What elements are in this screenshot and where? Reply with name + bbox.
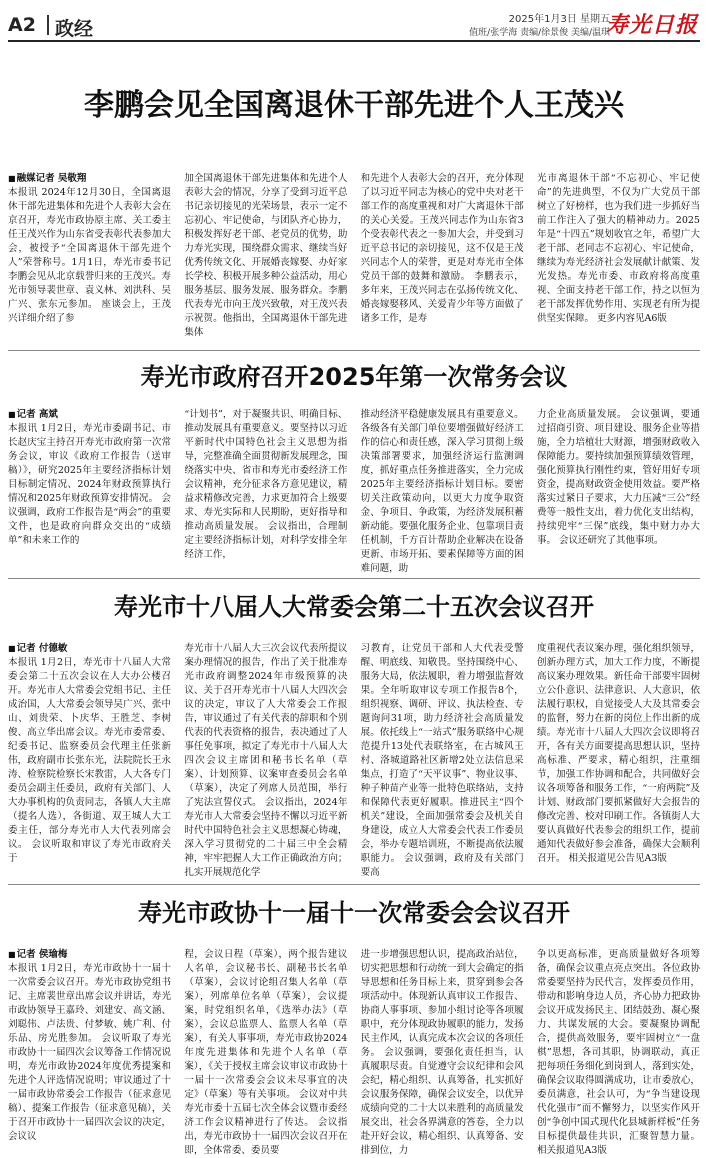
- column-text: 本报讯 2024年12月30日，全国离退休干部先进集体和先进个人表彰大会在京召开，寿光市政协原主席、关工委主任王茂兴作为山东省受表彰代表参加大会，被授予“全国离退休干部先进个人”荣誉称号。1月1日，寿光市委书记李鹏会见从北京载誉归来的王茂兴。寿光市领导裴世章、袁义林、刘洪科、吴广兴、张东元参加。 座谈会上，王茂兴详细介绍了参: [8, 187, 171, 324]
- column-text: 本报讯 1月2日，寿光市十八届人大常委会第二十五次会议在人大办公楼召开。寿光市人大常委会党组书记、主任成治国，人大常委会领导吴广兴、张中山、刘贵荣、卜庆华、王胜芝、李树俊、高立华出席会议。寿光市委常委、纪委书记、监察委员会代理主任张新伟，政府副市长张东光，法院院长王永涛、检察院检察长宋教雷，人大各专门委员会副主任委员，政府有关部门、人大办事机构的负责同志，各镇人大主席（提名人选），各街道、双王城人大工委主任，部分寿光市人大代表列席会议。 会议听取和审议了寿光市政府关于: [8, 657, 171, 864]
- article-column: [361, 172, 524, 342]
- column-text: 程，会议日程（草案），两个报告建议人名单，会议秘书长、副秘书长名单（草案），会议讨论组召集人名单（草案），列席单位名单（草案），会议提案，时党组织名单，《选举办法》（草案），会议总监票人、监票人名单（草案），有关人事事项，寿光市政协2024年度先进集体和先进个人名单（草案），《关于授权主席会议审议市政协十一届十一次常委会会议未尽事宜的决定》（草案）等有关事项。 会议对中共寿光市委十五届七次全体会议暨市委经济工作会议精神进行了传达。 会议指出，寿光市政协十一届四次会议召开在即，全体常委、委员要: [184, 949, 348, 1156]
- article-divider: [8, 350, 700, 351]
- column-text: 争以更高标准，更高质量做好各项筹备，确保会议重点亮点突出。各位政协常委要坚持为民代言，发挥委员作用，带动和影响身边人员，齐心协力把政协会议开成发扬民主、团结鼓劲、凝心聚力、共谋发展的大会。要凝聚协调配合，提供高效服务，要牢固树立“一盘棋”思想，各司其职，协调联动，真正把每项任务细化到岗到人，落到实处，确保会议取得圆满成功，让市委放心，委员满意，社会认可，为“争当建设现代化强市”而不懈努力，以坚实作风开创“争创中国式现代化县城新样板”任务目标提供最佳共识，汇聚智慧力量。 相关报道见A3版: [536, 949, 700, 1156]
- article-byline: ■ 融媒记者 吴敬翔: [8, 172, 171, 186]
- column-text: 推动经济平稳健康发展具有重要意义。各级各有关部门单位要增强做好经济工作的信心和责任感，深入学习贯彻上级决策部署要求，加强经济运行监测调度，抓好重点任务推进落实，全力完成2025年主要经济指标计划目标。要密切关注政策动向，以更大力度争取资金、争项目、争政策，为经济发展积蓄新动能。要强化服务企业、包靠项目责任机制，千方百计帮助企业解决在设备更新、市场开拓、要素保障等方面的困难问题，助: [360, 409, 524, 574]
- article-byline: ■ 记者 付德敏: [8, 642, 171, 656]
- article-column: [184, 172, 347, 342]
- column-text: 和先进个人表彰大会的召开，充分体现了以习近平同志为核心的党中央对老干部工作的高度重视和对广大离退休干部的关心关爱。王茂兴同志作为山东省3个受表彰代表之一参加大会，并受到习近平总书记的亲切接见，这不仅是王茂兴同志个人的荣誉，更是对寿光市全体党员干部的鼓舞和激励。 李鹏表示，多年来，王茂兴同志在弘扬传统文化、婚丧嫁娶移风、关爱青少年等方面做了诸多工作，是寿: [360, 173, 524, 324]
- article-column: [184, 642, 347, 878]
- article-body: [8, 642, 700, 878]
- article-headline: 寿光市政府召开2025年第一次常务会议: [140, 363, 568, 391]
- article-column: [184, 948, 348, 1156]
- page-number: A2: [8, 14, 36, 36]
- article-body: [8, 172, 700, 342]
- article-column: [8, 642, 171, 878]
- column-text: 加全国离退休干部先进集体和先进个人表彰大会的情况，分享了受到习近平总书记亲切接见的光荣场景，表示一定不忘初心、牢记使命，与团队齐心协力，积极发挥好老干部、老党员的优势，助力寿光实现，围绕群众需求、继续当好优秀传统文化、开展婚丧嫁娶、办好家长学校、积极开展多种公益活动，用心服务基层、服务发展、服务群众。李鹏代表寿光市向王茂兴致敬，对王茂兴表示祝贺。他指出，全国离退休干部先进集体: [184, 173, 348, 338]
- article-column: [8, 408, 171, 572]
- article-body: [8, 408, 700, 572]
- article-column: [360, 948, 524, 1156]
- column-text: 力企业高质量发展。 会议强调，要通过招商引资、项目建设、服务企业等措施，全力培植壮大财源，增强财政收入保障能力。要持续加强预算绩效管理，强化预算执行刚性约束，管好用好专项资金，提高财政资金使用效益。要严格落实过紧日子要求，大力压减“三公”经费等一般性支出，着力优化支出结构，持续兜牢“三保”底线，集中财力办大事。 会议还研究了其他事项。: [536, 409, 700, 546]
- column-text: 度重视代表议案办理，强化组织领导，创新办理方式，加大工作力度，不断提高议案办理效果。新任命干部要牢固树立公仆意识、法律意识、人大意识，依法履行职权，自觉接受人大及其常委会的监督，努力在新的岗位上作出新的成绩。寿光市十八届人大四次会议即将召开，各有关方面要提高思想认识，坚持高标准、严要求，精心组织，注重细节，加强工作协调和配合，共同做好会议各项筹备和服务工作，“一府两院”及计划、财政部门要抓紧做好大会报告的修改完善、校对印刷工作。各镇街人大要认真做好代表参会的组织工作，提前通知代表做好参会准备，确保大会顺利召开。 相关报道见公告见A3版: [536, 643, 700, 864]
- article-byline: ■ 记者 高斌: [8, 408, 171, 422]
- article-cppcc-standing-committee: [0, 886, 708, 1156]
- masthead: [0, 0, 708, 48]
- column-text: “计划书”，对于凝聚共识、明确目标、推动发展具有重要意义。要坚持以习近平新时代中国特色社会主义思想为指导，完整准确全面贯彻新发展理念，围绕落实中央、省市和寿光市委经济工作会议精神，充分征求各方意见建议，精益求精修改完善，力求更加符合上级要求、寿光实际和人民期盼，更好指导和推动高质量发展。 会议指出，合理制定主要经济指标计划，对科学安排全年经济工作，: [184, 409, 348, 560]
- article-column: [537, 172, 700, 342]
- column-text: 寿光市十八届人大三次会议代表所提议案办理情况的报告，作出了关于批准寿光市政府调整2024年市级预算的决议、关于召开寿光市十八届人大四次会议的决定，审议了人大常委会工作报告，审议通过了有关代表的辞职和个别代表的代表资格的报告，表决通过了人事任免事项，拟定了寿光市十八届人大四次会议主席团和秘书长名单（草案）、计划预算、议案审查委员会名单（草案），决定了列席人员范围，举行了宪法宣誓仪式。 会议指出，2024年寿光市人大常委会坚持不懈以习近平新时代中国特色社会主义思想凝心铸魂，深入学习贯彻党的二十届三中全会精神，牢牢把握人大工作正确政治方向；扎实开展规范化学: [184, 643, 348, 878]
- article-body: [8, 948, 700, 1156]
- article-headline: 寿光市十八届人大常委会第二十五次会议召开: [114, 593, 594, 621]
- column-text: 本报讯 1月2日，寿光市委副书记、市长赵庆宝主持召开寿光市政府第一次常务会议，审议《政府工作报告（送审稿）》，研究2025年主要经济指标计划目标制定情况、2024年财政预算执行情况和2025年财政预算安排情况。 会议强调，政府工作报告是“两会”的重要文件，也是政府向群众交出的“成绩单”和未来工作的: [8, 423, 171, 546]
- article-column: [537, 642, 700, 878]
- article-divider: [8, 884, 700, 885]
- article-column: [8, 172, 171, 342]
- article-headline: 李鹏会见全国离退休干部先进个人王茂兴: [84, 88, 624, 123]
- article-npc-standing-committee: [0, 580, 708, 880]
- article-government-meeting: [0, 352, 708, 574]
- article-column: [361, 642, 524, 878]
- newspaper-logo: 寿光日报: [605, 12, 698, 38]
- article-column: [537, 408, 700, 572]
- column-text: 光市离退休干部“不忘初心、牢记使命”的先进典型，不仅为广大党员干部树立了好榜样，也为我们进一步抓好当前工作注入了强大的精神动力。2025年是“十四五”规划收官之年，希望广大老干部、老同志不忘初心、牢记使命，继续为寿光经济社会发展献计献策、发光发热。寿光市委、市政府将高度重视、全面支持老干部工作，持之以恒为老干部发挥优势作用、实现老有所为提供坚实保障。 更多内容见A6版: [536, 173, 700, 324]
- article-column: [8, 948, 171, 1148]
- issue-date: 2025年1月3日 星期五: [508, 14, 610, 25]
- article-divider: [8, 578, 700, 579]
- masthead-rule: [8, 40, 700, 42]
- article-column: [536, 948, 700, 1156]
- article-headline: 寿光市政协十一届十一次常委会会议召开: [138, 899, 570, 927]
- article-column: [184, 408, 347, 572]
- masthead-separator: [47, 15, 49, 35]
- article-lead: [0, 72, 708, 344]
- column-text: 习教育，让党员干部和人大代表受警醒、明底线、知敬畏。坚持围绕中心、服务大局，依法履职，着力增强监督效果。全年听取审议专项工作报告8个，组织视察、调研、评议、执法检查、专题询问31项，助力经济社会高质量发展。依托线上“一站式”服务联络中心规范提升13处代表联络室，在古城风王村、洛城道路社区新增2处立法信息采集点，打造了“天平议事”、物业议事、种子种苗产业等一批特色联络站，支持和保障代表更好履职。推进民主“四个机关”建设，全面加强常委会及机关自身建设，成立人大常委会代表工作委员会，举办专题培训班，不断提高依法履职能力。 会议强调，政府及有关部门要高: [360, 643, 524, 878]
- article-column: [361, 408, 524, 572]
- editor-credits: 值班/张学海 责编/徐景俊 美编/温琪: [469, 28, 610, 38]
- column-text: 进一步增强思想认识，提高政治站位，切实把思想和行动统一到大会确定的指导思想和任务目标上来，贯穿到参会各项活动中。体现新认真审议工作报告、协商人事事项、参加小组讨论等各项履职中，充分体现政协履职的能力，发扬民主作风，认真完成本次会议的各项任务。 会议强调，要强化责任担当，认真履职尽责。自觉遵守会议纪律和会风会纪，精心组织、认真筹备，扎实抓好会议服务保障，确保会议安全，以优异成绩向党的二十大以来胜利的高质量发展交出，社会各界满意的答卷，全力以赴开好会议，精心组织、认真筹备、安排到位，力: [360, 949, 524, 1156]
- article-byline: ■ 记者 侯瑜梅: [8, 948, 171, 962]
- column-text: 本报讯 1月2日，寿光市政协十一届十一次常委会议召开。寿光市政协党组书记、主席裴世章出席会议并讲话，寿光市政协领导王嘉玲、刘建安、高文涵、刘聪伟、卢法贵、付梦敏、姚广利、付乐品、房光胜参加。 会议听取了寿光市政协十一届四次会议筹备工作情况说明，寿光市政协2024年度优秀提案和先进个人评选情况说明；审议通过了十一届市政协常委会工作报告（征求意见稿）、提案工作报告（征求意见稿），关于召开市政协十一届四次会议的决定，会议议: [8, 963, 171, 1142]
- section-name: 政经: [55, 18, 94, 40]
